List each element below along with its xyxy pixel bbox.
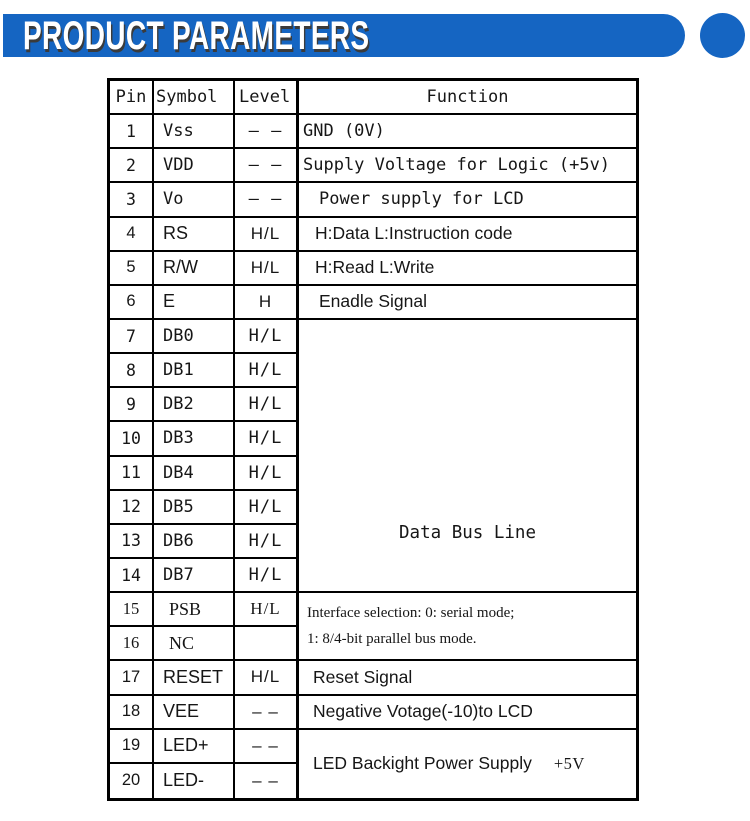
symbol-cell: LED+ <box>154 730 235 764</box>
function-text: Power supply for LCD <box>319 189 524 210</box>
symbol-cell: DB1 <box>154 354 235 388</box>
column-header-symbol: Symbol <box>154 81 235 115</box>
pin-cell: 2 <box>110 149 154 183</box>
level-cell: – – <box>235 696 299 730</box>
function-cell <box>299 252 636 286</box>
function-line: Interface selection: 0: serial mode; <box>307 605 515 622</box>
symbol-cell: Vss <box>154 115 235 149</box>
level-cell: H/L <box>235 320 299 354</box>
section-banner <box>3 14 685 57</box>
pin-cell: 7 <box>110 320 154 354</box>
function-cell <box>299 730 636 798</box>
pin-table <box>107 78 639 801</box>
level-cell: – – <box>235 115 299 149</box>
level-cell: H/L <box>235 525 299 559</box>
level-cell: H/L <box>235 457 299 491</box>
level-cell: H/L <box>235 218 299 252</box>
level-cell: – – <box>235 764 299 798</box>
level-cell: H/L <box>235 388 299 422</box>
level-cell: – – <box>235 149 299 183</box>
pin-cell: 18 <box>110 696 154 730</box>
function-text: H:Read L:Write <box>315 257 435 278</box>
function-cell <box>299 149 636 183</box>
symbol-cell: VDD <box>154 149 235 183</box>
pin-cell: 4 <box>110 218 154 252</box>
pin-cell: 13 <box>110 525 154 559</box>
pin-cell: 15 <box>110 593 154 627</box>
pin-cell: 1 <box>110 115 154 149</box>
level-cell: H/L <box>235 661 299 695</box>
symbol-cell: DB3 <box>154 422 235 456</box>
pin-cell: 16 <box>110 627 154 661</box>
pin-cell: 6 <box>110 286 154 320</box>
pin-cell: 12 <box>110 491 154 525</box>
symbol-cell: DB0 <box>154 320 235 354</box>
symbol-cell: R/W <box>154 252 235 286</box>
pin-cell: 5 <box>110 252 154 286</box>
symbol-cell: DB4 <box>154 457 235 491</box>
level-cell: H/L <box>235 354 299 388</box>
column-header-level: Level <box>235 81 299 115</box>
symbol-cell: Vo <box>154 183 235 217</box>
level-cell: H/L <box>235 491 299 525</box>
symbol-cell: RESET <box>154 661 235 695</box>
level-cell: H/L <box>235 252 299 286</box>
function-cell <box>299 218 636 252</box>
function-text: GND (0V) <box>303 121 385 142</box>
symbol-cell: DB7 <box>154 559 235 593</box>
symbol-cell: DB5 <box>154 491 235 525</box>
function-text: Data Bus Line <box>399 522 536 543</box>
section-title: PRODUCT PARAMETERS <box>23 14 370 58</box>
symbol-cell: DB6 <box>154 525 235 559</box>
function-text: Negative Votage(-10)to LCD <box>313 701 533 722</box>
symbol-cell: NC <box>154 627 235 661</box>
function-suffix-text: +5V <box>553 753 585 773</box>
column-header-pin: Pin <box>110 81 154 115</box>
pin-cell: 11 <box>110 457 154 491</box>
pin-cell: 3 <box>110 183 154 217</box>
function-cell <box>299 115 636 149</box>
column-header-function: Function <box>299 81 636 115</box>
function-cell <box>299 593 636 661</box>
function-cell <box>299 696 636 730</box>
pin-cell: 19 <box>110 730 154 764</box>
level-cell: – – <box>235 183 299 217</box>
function-text: LED Backight Power Supply <box>313 753 532 774</box>
level-cell: – – <box>235 730 299 764</box>
symbol-cell: RS <box>154 218 235 252</box>
pin-cell: 9 <box>110 388 154 422</box>
pin-cell: 14 <box>110 559 154 593</box>
pin-cell: 10 <box>110 422 154 456</box>
function-cell <box>299 661 636 695</box>
symbol-cell: VEE <box>154 696 235 730</box>
function-cell <box>299 183 636 217</box>
level-cell: H/L <box>235 559 299 593</box>
symbol-cell: LED- <box>154 764 235 798</box>
pin-cell: 17 <box>110 661 154 695</box>
function-text: Supply Voltage for Logic (+5v) <box>303 155 611 176</box>
pin-cell: 8 <box>110 354 154 388</box>
function-line: 1: 8/4-bit parallel bus mode. <box>307 631 477 648</box>
function-text: Enadle Signal <box>319 291 427 312</box>
level-cell: H/L <box>235 593 299 627</box>
symbol-cell: DB2 <box>154 388 235 422</box>
function-cell <box>299 286 636 320</box>
level-cell: H <box>235 286 299 320</box>
pin-cell: 20 <box>110 764 154 798</box>
symbol-cell: PSB <box>154 593 235 627</box>
function-text: H:Data L:Instruction code <box>315 223 513 244</box>
level-cell <box>235 627 299 661</box>
function-text: Reset Signal <box>313 666 413 687</box>
function-cell <box>299 320 636 593</box>
banner-dot <box>700 13 745 58</box>
symbol-cell: E <box>154 286 235 320</box>
level-cell: H/L <box>235 422 299 456</box>
